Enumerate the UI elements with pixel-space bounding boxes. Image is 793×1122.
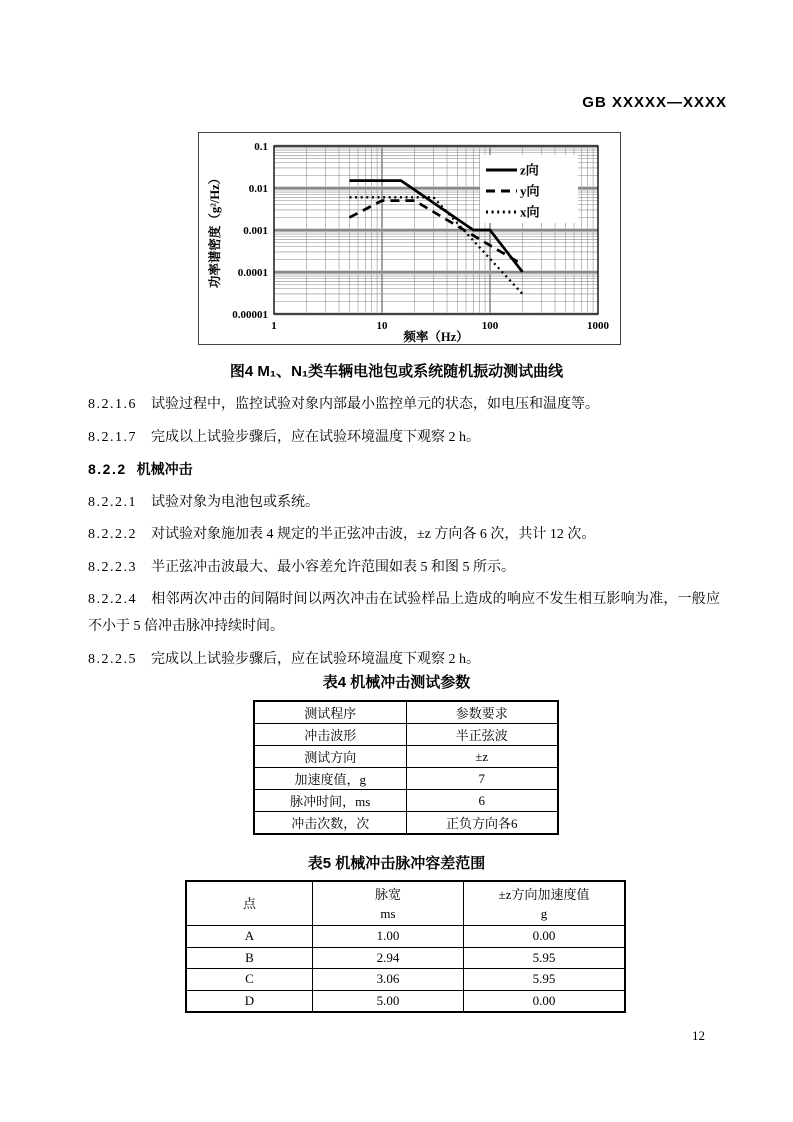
table5-header-cell <box>186 881 313 926</box>
table4-caption: 表4 机械冲击测试参数 <box>322 674 471 691</box>
clause-number: 8.2.2.4 <box>88 592 137 607</box>
clause-paragraph <box>88 586 720 640</box>
x-tick-label: 1000 <box>587 320 609 332</box>
table5-header-cell <box>313 881 464 926</box>
table5-cell: 0.00 <box>464 926 626 948</box>
header-line1: 点 <box>242 896 256 911</box>
clause-number: 8.2.2.3 <box>88 559 137 575</box>
clause-paragraph <box>88 489 720 516</box>
table-row <box>254 724 558 746</box>
y-tick-label: 0.00001 <box>232 309 268 321</box>
clause-number: 8.2.2.5 <box>88 651 137 667</box>
page-number: 12 <box>692 1028 705 1043</box>
table5-pulse-tolerance <box>185 880 626 1013</box>
clause-list <box>88 391 720 678</box>
clause-number: 8.2.2.1 <box>88 494 137 510</box>
table-row <box>254 746 558 768</box>
table5-cell: B <box>186 947 313 969</box>
table-row <box>254 768 558 790</box>
clause-text: 相邻两次冲击的间隔时间以两次冲击在试验样品上造成的响应不发生相互影响为准，一般应不小于 5 倍冲击脉冲持续时间。 <box>88 592 720 634</box>
clause-text: 完成以上试验步骤后，应在试验环境温度下观察 2 h。 <box>151 651 480 667</box>
header-unit: g <box>540 905 548 921</box>
clause-paragraph <box>88 424 720 451</box>
table4-cell: 冲击次数，次 <box>254 812 406 835</box>
table-row <box>186 926 625 948</box>
y-tick-label: 0.1 <box>254 141 268 153</box>
x-axis-title: 频率（Hz） <box>403 330 469 344</box>
y-tick-label: 0.0001 <box>237 267 268 279</box>
legend-label: x向 <box>520 204 540 220</box>
table5-cell: 1.00 <box>313 926 464 948</box>
table4-cell: 半正弦波 <box>406 724 558 746</box>
x-tick-label: 10 <box>376 320 388 332</box>
clause-text: 机械冲击 <box>136 461 193 477</box>
clause-text: 试验过程中，监控试验对象内部最小监控单元的状态，如电压和温度等。 <box>151 397 599 412</box>
table5-cell: 5.95 <box>464 947 626 969</box>
table-row <box>254 790 558 812</box>
table4-cell: 加速度值，g <box>254 768 406 790</box>
table4-cell: ±z <box>406 746 558 768</box>
clause-text: 完成以上试验步骤后，应在试验环境温度下观察 2 h。 <box>151 429 480 445</box>
table5-cell: C <box>186 969 313 991</box>
table-row <box>254 812 558 835</box>
table5-cell: 2.94 <box>313 947 464 969</box>
table4-cell: 正负方向各6 <box>406 812 558 835</box>
clause-paragraph <box>88 521 720 548</box>
table-row <box>254 701 558 724</box>
header-line1: 脉宽 <box>374 886 401 902</box>
y-axis-title: 功率谱密度（g²/Hz） <box>208 171 222 289</box>
clause-text: 试验对象为电池包或系统。 <box>151 494 319 510</box>
header-unit: ms <box>380 905 396 921</box>
clause-paragraph <box>88 391 720 418</box>
figure4-chart <box>199 133 620 344</box>
table5-cell: 0.00 <box>464 990 626 1012</box>
table5-cell: 3.06 <box>313 969 464 991</box>
clause-number: 8.2.1.6 <box>88 397 137 412</box>
clause-number: 8.2.2 <box>88 461 127 477</box>
table4-shock-parameters <box>253 700 559 835</box>
table-row <box>186 969 625 991</box>
table4-cell: 测试程序 <box>254 701 406 724</box>
figure4-caption: 图4 M₁、N₁类车辆电池包或系统随机振动测试曲线 <box>229 363 564 380</box>
y-tick-label: 0.01 <box>248 183 268 195</box>
table5-cell: D <box>186 990 313 1012</box>
table5-cell: 5.00 <box>313 990 464 1012</box>
clause-text: 半正弦冲击波最大、最小容差允许范围如表 5 和图 5 所示。 <box>151 559 515 575</box>
table4-cell: 7 <box>406 768 558 790</box>
legend-label: z向 <box>520 162 539 178</box>
clause-number: 8.2.1.7 <box>88 429 137 445</box>
table5-header-cell <box>464 881 626 926</box>
x-tick-label: 1 <box>271 320 277 332</box>
legend-label: y向 <box>520 183 540 199</box>
figure4-chart-frame <box>198 132 621 345</box>
table4-cell: 测试方向 <box>254 746 406 768</box>
y-tick-label: 0.001 <box>243 225 268 237</box>
clause-paragraph <box>88 646 720 673</box>
table5-cell: 5.95 <box>464 969 626 991</box>
table4-cell: 参数要求 <box>406 701 558 724</box>
table5-caption: 表5 机械冲击脉冲容差范围 <box>307 855 486 872</box>
clause-text: 对试验对象施加表 4 规定的半正弦冲击波，±z 方向各 6 次，共计 12 次。 <box>151 527 596 542</box>
table-row <box>186 990 625 1012</box>
table4-cell: 冲击波形 <box>254 724 406 746</box>
table-row <box>186 947 625 969</box>
table5-cell: A <box>186 926 313 948</box>
clause-number: 8.2.2.2 <box>88 527 137 542</box>
section-heading <box>88 456 720 483</box>
x-tick-label: 100 <box>481 320 499 332</box>
table4-cell: 6 <box>406 790 558 812</box>
table4-cell: 脉冲时间，ms <box>254 790 406 812</box>
clause-paragraph <box>88 554 720 581</box>
standard-code-header: GB XXXXX—XXXX <box>582 94 727 111</box>
header-line1: ±z方向加速度值 <box>498 886 590 902</box>
